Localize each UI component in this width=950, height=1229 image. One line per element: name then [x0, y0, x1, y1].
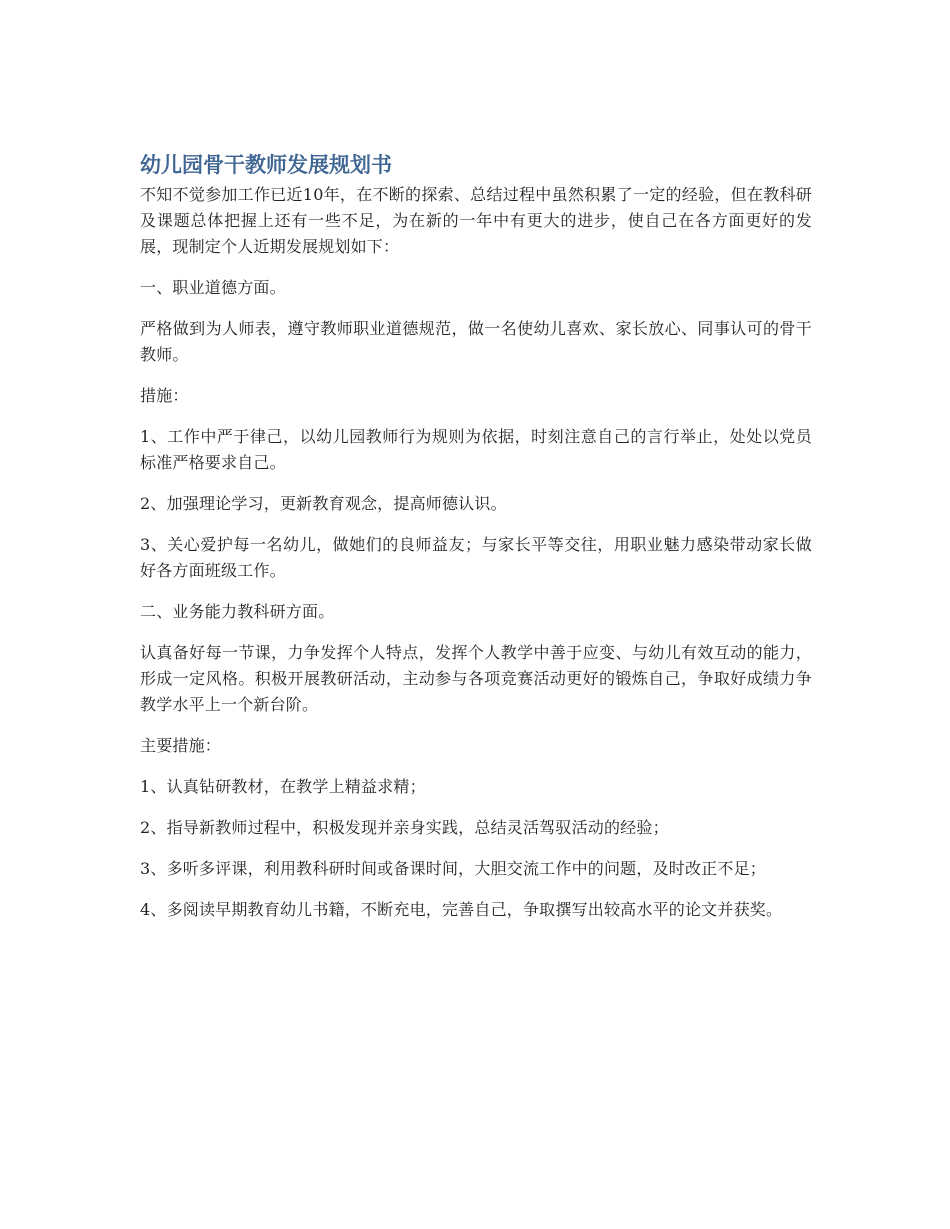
main-measure-item-2: 2、指导新教师过程中，积极发现并亲身实践，总结灵活驾驭活动的经验； [140, 818, 669, 837]
main-measure-item-1: 1、认真钻研教材，在教学上精益求精； [140, 777, 426, 796]
measure-item-1: 1、工作中严于律己，以幼儿园教师行为规则为依据，时刻注意自己的言行举止，处处以党员标准严格要求自己。 [140, 427, 812, 472]
main-measures-heading: 主要措施： [140, 736, 222, 755]
document-title: 幼儿园骨干教师发展规划书 [140, 153, 392, 177]
measures-heading: 措施： [140, 386, 189, 405]
section-heading-research: 二、业务能力教科研方面。 [140, 602, 335, 621]
measure-item-2: 2、加强理论学习，更新教育观念，提高师德认识。 [140, 494, 507, 513]
section-heading-ethics: 一、职业道德方面。 [140, 278, 286, 297]
document-body [140, 150, 812, 938]
ethics-paragraph: 严格做到为人师表，遵守教师职业道德规范，做一名使幼儿喜欢、家长放心、同事认可的骨干教师。 [140, 319, 812, 364]
research-paragraph: 认真备好每一节课，力争发挥个人特点，发挥个人教学中善于应变、与幼儿有效互动的能力，形成一定风格。积极开展教研活动，主动参与各项竞赛活动更好的锻炼自己，争取好成绩力争教学水平上一个新台阶。 [140, 643, 812, 714]
main-measure-item-3: 3、多听多评课，利用教科研时间或备课时间，大胆交流工作中的问题，及时改正不足； [140, 859, 766, 878]
measure-item-3: 3、关心爱护每一名幼儿，做她们的良师益友；与家长平等交往，用职业魅力感染带动家长做好各方面班级工作。 [140, 535, 812, 580]
main-measure-item-4: 4、多阅读早期教育幼儿书籍，不断充电，完善自己，争取撰写出较高水平的论文并获奖。 [140, 900, 783, 919]
intro-paragraph: 不知不觉参加工作已近10年，在不断的探索、总结过程中虽然积累了一定的经验，但在教科研及课题总体把握上还有一些不足，为在新的一年中有更大的进步，使自己在各方面更好的发展，现制定个人近期发展规划如下： [140, 185, 812, 256]
